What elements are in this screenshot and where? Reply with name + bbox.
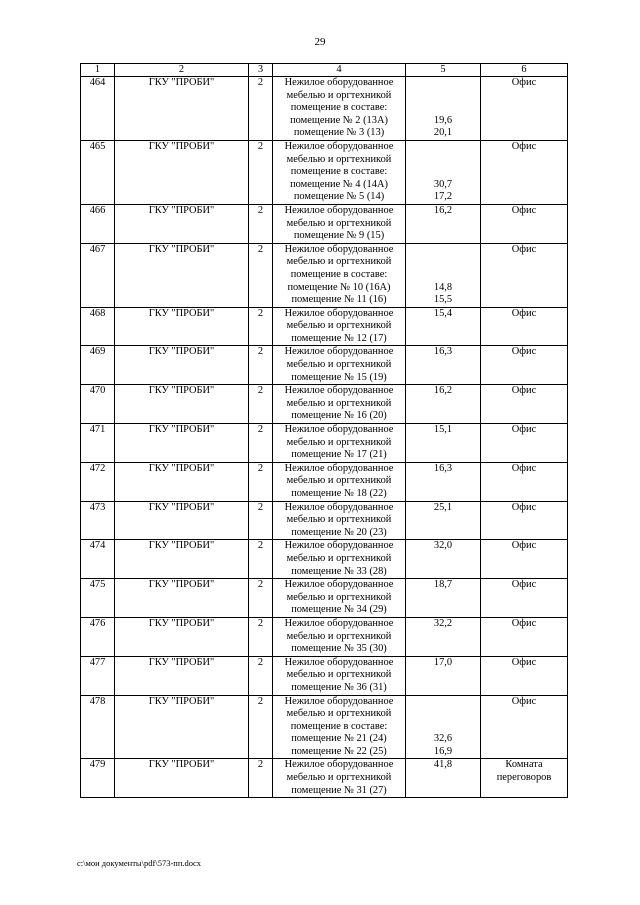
description-line: помещение № 33 (28) xyxy=(291,565,387,577)
description-line: помещение № 36 (31) xyxy=(291,681,387,693)
organization-cell: ГКУ "ПРОБИ" xyxy=(115,140,249,204)
purpose-cell xyxy=(481,243,568,307)
floor-cell: 2 xyxy=(249,656,273,695)
description-line: Нежилое оборудованное xyxy=(284,462,394,474)
description-cell xyxy=(273,501,406,540)
purpose-line: Офис xyxy=(511,695,537,707)
area-value: 18,7 xyxy=(433,579,453,591)
area-value: 32,2 xyxy=(433,617,453,629)
purpose-cell xyxy=(481,579,568,618)
table-row xyxy=(81,617,568,656)
organization-cell: ГКУ "ПРОБИ" xyxy=(115,204,249,243)
area-cell xyxy=(406,579,481,618)
description-line: мебелью и оргтехникой xyxy=(286,153,392,165)
area-value: 16,3 xyxy=(433,462,453,474)
description-line: Нежилое оборудованное xyxy=(284,540,394,552)
row-number-cell: 478 xyxy=(81,695,115,759)
row-number-cell: 479 xyxy=(81,759,115,798)
purpose-line: Комната xyxy=(505,759,543,771)
description-cell xyxy=(273,617,406,656)
area-value: 32,0 xyxy=(433,540,453,552)
purpose-line: Офис xyxy=(511,204,537,216)
description-cell xyxy=(273,346,406,385)
floor-cell: 2 xyxy=(249,759,273,798)
purpose-cell xyxy=(481,695,568,759)
area-value xyxy=(408,708,478,721)
row-number-cell: 477 xyxy=(81,656,115,695)
organization-cell: ГКУ "ПРОБИ" xyxy=(115,462,249,501)
purpose-line: Офис xyxy=(511,579,537,591)
description-line: помещение № 17 (21) xyxy=(291,449,387,461)
area-value xyxy=(408,90,478,103)
area-value xyxy=(408,102,478,115)
purpose-line: Офис xyxy=(511,140,537,152)
description-line: мебелью и оргтехникой xyxy=(286,591,392,603)
organization-cell: ГКУ "ПРОБИ" xyxy=(115,695,249,759)
purpose-line: Офис xyxy=(511,501,537,513)
floor-cell: 2 xyxy=(249,204,273,243)
description-line: мебелью и оргтехникой xyxy=(286,89,392,101)
organization-cell: ГКУ "ПРОБИ" xyxy=(115,656,249,695)
area-value: 14,8 xyxy=(433,281,453,293)
description-line: помещение № 10 (16А) xyxy=(287,281,391,293)
purpose-cell xyxy=(481,501,568,540)
area-cell xyxy=(406,77,481,141)
purpose-cell xyxy=(481,462,568,501)
table-row xyxy=(81,77,568,141)
description-cell xyxy=(273,424,406,463)
description-line: Нежилое оборудованное xyxy=(284,307,394,319)
description-cell xyxy=(273,656,406,695)
purpose-line: Офис xyxy=(511,243,537,255)
page-number: 29 xyxy=(314,36,326,48)
description-line: помещение в составе: xyxy=(290,720,388,732)
area-cell xyxy=(406,204,481,243)
description-line: мебелью и оргтехникой xyxy=(286,475,392,487)
purpose-cell xyxy=(481,540,568,579)
column-header-2: 2 xyxy=(115,64,249,77)
area-cell xyxy=(406,617,481,656)
area-value xyxy=(408,154,478,167)
area-value: 17,0 xyxy=(433,656,453,668)
area-value xyxy=(408,256,478,269)
column-header-1: 1 xyxy=(81,64,115,77)
area-value: 19,6 xyxy=(433,114,453,126)
table-row xyxy=(81,307,568,346)
area-value xyxy=(408,244,478,257)
description-line: мебелью и оргтехникой xyxy=(286,320,392,332)
organization-cell: ГКУ "ПРОБИ" xyxy=(115,385,249,424)
description-line: мебелью и оргтехникой xyxy=(286,772,392,784)
organization-cell: ГКУ "ПРОБИ" xyxy=(115,424,249,463)
purpose-line: Офис xyxy=(511,656,537,668)
row-number-cell: 468 xyxy=(81,307,115,346)
description-line: помещение в составе: xyxy=(290,268,388,280)
purpose-line: переговоров xyxy=(496,772,552,784)
row-number-cell: 471 xyxy=(81,424,115,463)
area-cell xyxy=(406,346,481,385)
area-value xyxy=(408,77,478,90)
description-line: помещение № 3 (13) xyxy=(293,127,385,139)
area-cell xyxy=(406,243,481,307)
description-line: мебелью и оргтехникой xyxy=(286,217,392,229)
description-line: Нежилое оборудованное xyxy=(284,759,394,771)
table-row xyxy=(81,695,568,759)
description-cell xyxy=(273,243,406,307)
area-value xyxy=(408,696,478,709)
area-value: 16,2 xyxy=(433,385,453,397)
description-line: помещение № 18 (22) xyxy=(291,488,387,499)
description-line: Нежилое оборудованное xyxy=(284,140,394,152)
row-number-cell: 466 xyxy=(81,204,115,243)
area-value: 32,6 xyxy=(433,733,453,745)
area-value: 16,3 xyxy=(433,346,453,358)
purpose-line: Офис xyxy=(511,462,537,474)
organization-cell: ГКУ "ПРОБИ" xyxy=(115,243,249,307)
description-line: помещение № 12 (17) xyxy=(291,332,387,344)
description-line: помещение № 9 (15) xyxy=(293,230,385,242)
description-line: Нежилое оборудованное xyxy=(284,501,394,513)
purpose-line: Офис xyxy=(511,307,537,319)
organization-cell: ГКУ "ПРОБИ" xyxy=(115,617,249,656)
organization-cell: ГКУ "ПРОБИ" xyxy=(115,540,249,579)
area-value xyxy=(408,721,478,734)
description-line: Нежилое оборудованное xyxy=(284,385,394,397)
description-line: помещение № 4 (14А) xyxy=(290,178,388,190)
area-value: 17,2 xyxy=(433,191,453,203)
row-number-cell: 469 xyxy=(81,346,115,385)
description-line: Нежилое оборудованное xyxy=(284,617,394,629)
area-value: 15,4 xyxy=(433,307,453,319)
description-line: мебелью и оргтехникой xyxy=(286,397,392,409)
description-line: помещение № 31 (27) xyxy=(291,784,387,796)
description-cell xyxy=(273,540,406,579)
description-cell xyxy=(273,140,406,204)
floor-cell: 2 xyxy=(249,77,273,141)
organization-cell: ГКУ "ПРОБИ" xyxy=(115,346,249,385)
row-number-cell: 472 xyxy=(81,462,115,501)
purpose-line: Офис xyxy=(511,540,537,552)
description-cell xyxy=(273,307,406,346)
area-value xyxy=(408,166,478,179)
footer-file-path: c:\мои документы\pdf\573-пп.docx xyxy=(77,858,202,868)
area-cell xyxy=(406,501,481,540)
floor-cell: 2 xyxy=(249,307,273,346)
table-row xyxy=(81,385,568,424)
table-row xyxy=(81,501,568,540)
column-header-3: 3 xyxy=(249,64,273,77)
row-number-cell: 475 xyxy=(81,579,115,618)
property-table xyxy=(80,63,568,798)
purpose-cell xyxy=(481,656,568,695)
floor-cell: 2 xyxy=(249,140,273,204)
description-cell xyxy=(273,759,406,798)
floor-cell: 2 xyxy=(249,617,273,656)
area-value: 16,9 xyxy=(433,745,453,757)
area-value: 15,5 xyxy=(433,294,453,306)
purpose-cell xyxy=(481,307,568,346)
description-line: помещение № 16 (20) xyxy=(291,410,387,422)
area-value: 20,1 xyxy=(433,127,453,139)
description-line: помещение № 22 (25) xyxy=(291,745,387,757)
purpose-cell xyxy=(481,346,568,385)
row-number-cell: 476 xyxy=(81,617,115,656)
description-line: Нежилое оборудованное xyxy=(284,656,394,668)
description-cell xyxy=(273,695,406,759)
table-row xyxy=(81,140,568,204)
purpose-cell xyxy=(481,77,568,141)
description-line: Нежилое оборудованное xyxy=(284,695,394,707)
purpose-line: Офис xyxy=(511,424,537,436)
floor-cell: 2 xyxy=(249,462,273,501)
floor-cell: 2 xyxy=(249,540,273,579)
purpose-line: Офис xyxy=(511,385,537,397)
area-cell xyxy=(406,385,481,424)
row-number-cell: 465 xyxy=(81,140,115,204)
table-row xyxy=(81,204,568,243)
organization-cell: ГКУ "ПРОБИ" xyxy=(115,501,249,540)
description-cell xyxy=(273,77,406,141)
description-line: помещение № 20 (23) xyxy=(291,526,387,538)
floor-cell: 2 xyxy=(249,579,273,618)
description-line: Нежилое оборудованное xyxy=(284,204,394,216)
description-cell xyxy=(273,385,406,424)
area-cell xyxy=(406,656,481,695)
table-body xyxy=(81,77,568,798)
description-line: помещение в составе: xyxy=(290,166,388,178)
area-value: 15,1 xyxy=(433,424,453,436)
area-cell xyxy=(406,424,481,463)
description-line: мебелью и оргтехникой xyxy=(286,630,392,642)
area-value: 41,8 xyxy=(433,759,453,771)
column-header-6: 6 xyxy=(481,64,568,77)
description-line: Нежилое оборудованное xyxy=(284,579,394,591)
table-row xyxy=(81,540,568,579)
description-line: помещение № 2 (13А) xyxy=(290,114,388,126)
floor-cell: 2 xyxy=(249,385,273,424)
table-row xyxy=(81,243,568,307)
table-row xyxy=(81,656,568,695)
purpose-line: Офис xyxy=(511,346,537,358)
description-line: мебелью и оргтехникой xyxy=(286,256,392,268)
description-line: мебелью и оргтехникой xyxy=(286,514,392,526)
table-header-row xyxy=(81,64,568,77)
description-line: Нежилое оборудованное xyxy=(284,243,394,255)
purpose-cell xyxy=(481,385,568,424)
purpose-cell xyxy=(481,204,568,243)
table-row xyxy=(81,346,568,385)
table-row xyxy=(81,759,568,798)
floor-cell: 2 xyxy=(249,346,273,385)
row-number-cell: 467 xyxy=(81,243,115,307)
purpose-cell xyxy=(481,617,568,656)
description-line: мебелью и оргтехникой xyxy=(286,669,392,681)
description-line: помещение № 35 (30) xyxy=(291,643,387,655)
purpose-cell xyxy=(481,759,568,798)
area-value: 25,1 xyxy=(433,501,453,513)
area-value xyxy=(408,141,478,154)
floor-cell: 2 xyxy=(249,243,273,307)
description-line: мебелью и оргтехникой xyxy=(286,436,392,448)
description-cell xyxy=(273,462,406,501)
organization-cell: ГКУ "ПРОБИ" xyxy=(115,579,249,618)
floor-cell: 2 xyxy=(249,424,273,463)
floor-cell: 2 xyxy=(249,695,273,759)
table-row xyxy=(81,579,568,618)
purpose-cell xyxy=(481,424,568,463)
area-cell xyxy=(406,462,481,501)
column-header-5: 5 xyxy=(406,64,481,77)
column-header-4: 4 xyxy=(273,64,406,77)
area-value: 30,7 xyxy=(433,178,453,190)
organization-cell: ГКУ "ПРОБИ" xyxy=(115,759,249,798)
description-cell xyxy=(273,579,406,618)
row-number-cell: 474 xyxy=(81,540,115,579)
description-cell xyxy=(273,204,406,243)
description-line: помещение № 5 (14) xyxy=(293,191,385,203)
description-line: помещение № 15 (19) xyxy=(291,371,387,383)
row-number-cell: 470 xyxy=(81,385,115,424)
row-number-cell: 473 xyxy=(81,501,115,540)
description-line: помещение № 34 (29) xyxy=(291,604,387,616)
description-line: мебелью и оргтехникой xyxy=(286,359,392,371)
description-line: Нежилое оборудованное xyxy=(284,77,394,88)
description-line: мебелью и оргтехникой xyxy=(286,708,392,720)
description-line: Нежилое оборудованное xyxy=(284,424,394,436)
organization-cell: ГКУ "ПРОБИ" xyxy=(115,307,249,346)
description-line: помещение № 21 (24) xyxy=(291,733,387,745)
table-row xyxy=(81,462,568,501)
area-cell xyxy=(406,307,481,346)
area-value xyxy=(408,269,478,282)
floor-cell: 2 xyxy=(249,501,273,540)
description-line: помещение № 11 (16) xyxy=(291,294,387,306)
row-number-cell: 464 xyxy=(81,77,115,141)
area-cell xyxy=(406,140,481,204)
area-value: 16,2 xyxy=(433,204,453,216)
area-cell xyxy=(406,695,481,759)
table-row xyxy=(81,424,568,463)
purpose-line: Офис xyxy=(511,617,537,629)
area-cell xyxy=(406,540,481,579)
description-line: Нежилое оборудованное xyxy=(284,346,394,358)
purpose-line: Офис xyxy=(511,77,537,88)
area-cell xyxy=(406,759,481,798)
organization-cell: ГКУ "ПРОБИ" xyxy=(115,77,249,141)
description-line: мебелью и оргтехникой xyxy=(286,552,392,564)
description-line: помещение в составе: xyxy=(290,102,388,114)
purpose-cell xyxy=(481,140,568,204)
